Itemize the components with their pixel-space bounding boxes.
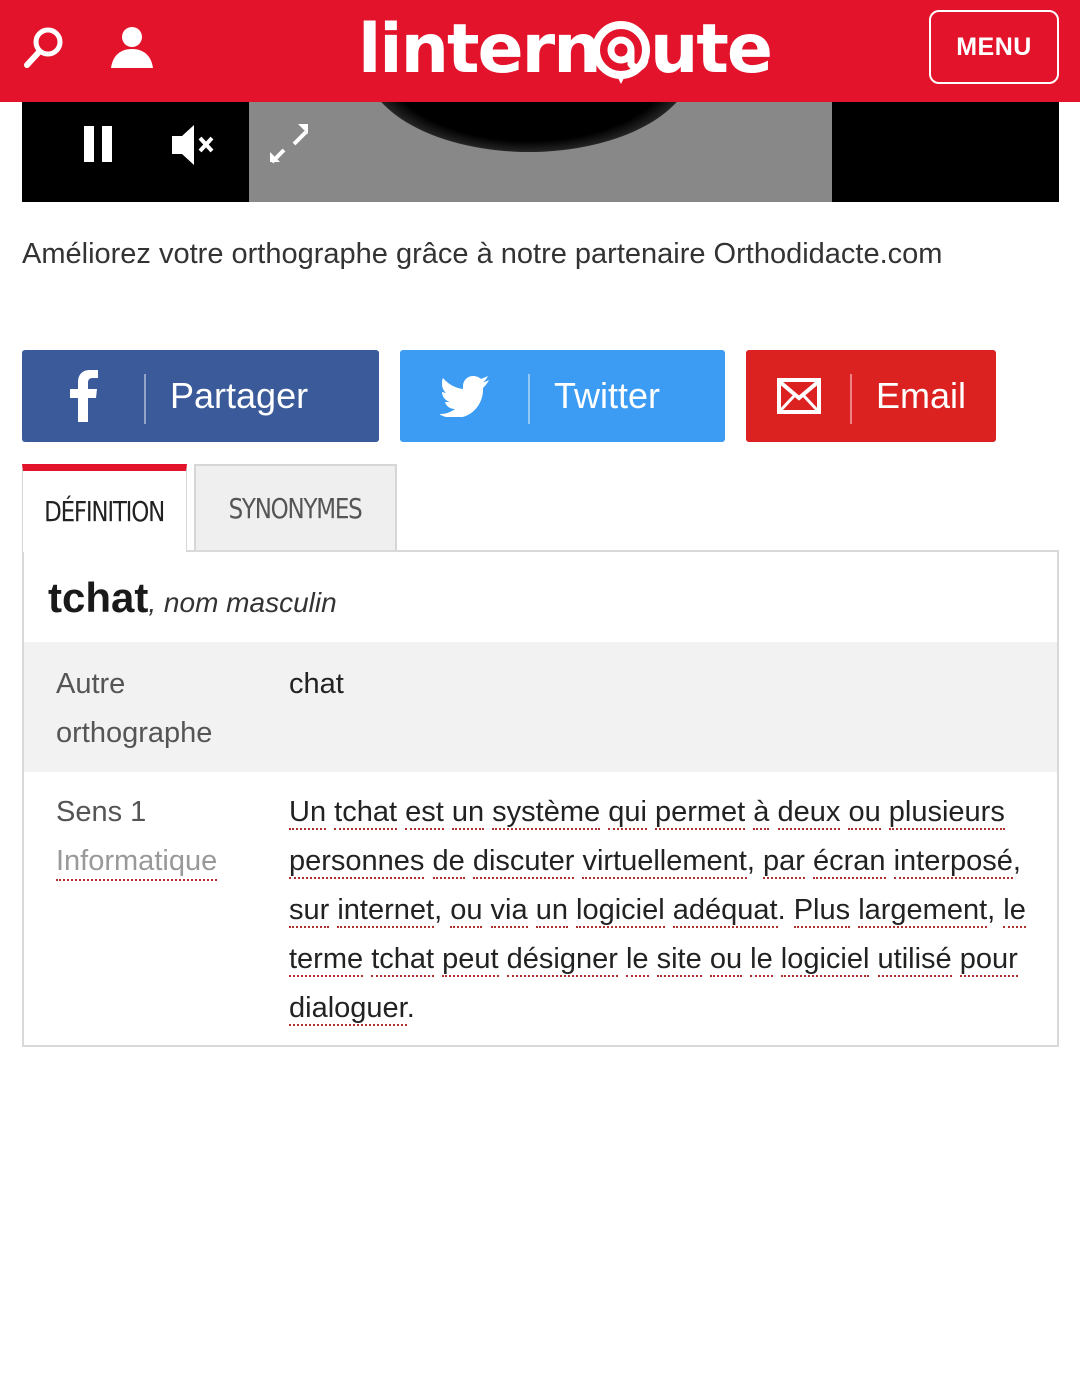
definition-word-link[interactable]: est xyxy=(405,796,444,828)
definition-word-link[interactable]: Un xyxy=(289,796,327,828)
definition-word-link[interactable]: virtuellement xyxy=(582,845,747,877)
tab-definition-label: DÉFINITION xyxy=(44,495,165,528)
part-of-speech: , nom masculin xyxy=(148,587,337,618)
definition-word-link[interactable]: Plus xyxy=(793,894,851,926)
promo-text: Améliorez votre orthographe grâce à notre partenaire Orthodidacte.com xyxy=(22,238,943,270)
tab-synonymes[interactable] xyxy=(194,464,397,552)
twitter-icon xyxy=(400,350,530,442)
facebook-icon xyxy=(22,350,146,442)
definition-word-link[interactable]: dialoguer xyxy=(289,992,407,1024)
sense-definition: Un tchat est un système qui permet à deux ou plusieurs personnes de discuter virtuellement, par écran interposé, sur internet, ou via un logiciel adéquat. Plus largement, le terme tchat peut désigner le site ou le logiciel utilisé pour dialoguer. xyxy=(289,796,1026,1024)
definition-word-link[interactable]: internet xyxy=(337,894,435,926)
definition-word-link[interactable]: écran xyxy=(812,845,886,877)
video-frame xyxy=(249,102,832,202)
video-content xyxy=(364,102,694,152)
twitter-share-label: Twitter xyxy=(554,375,661,416)
tab-definition[interactable] xyxy=(22,464,187,552)
alt-spelling-value: chat xyxy=(289,668,344,700)
definition-word-link[interactable]: logiciel xyxy=(780,943,870,975)
definition-word-link[interactable]: via xyxy=(490,894,528,926)
definition-word-link[interactable]: à xyxy=(753,796,770,828)
definition-word-link[interactable]: adéquat xyxy=(672,894,778,926)
alt-spelling-row xyxy=(24,642,1057,772)
sense-number: Sens 1 xyxy=(56,796,147,828)
definition-word-link[interactable]: système xyxy=(492,796,601,828)
definition-word-link[interactable]: deux xyxy=(777,796,841,828)
svg-text:ute: ute xyxy=(650,10,772,89)
twitter-share-button[interactable] xyxy=(400,350,725,442)
user-icon[interactable] xyxy=(108,24,156,70)
definition-word-link[interactable]: ou xyxy=(709,943,743,975)
tab-synonymes-label: SYNONYMES xyxy=(229,491,362,525)
definition-word-link[interactable]: de xyxy=(432,845,465,877)
envelope-icon xyxy=(746,350,852,442)
alt-spelling-label-line1: Autre xyxy=(56,668,126,700)
definition-word-link[interactable]: pour xyxy=(959,943,1018,975)
definition-word-link[interactable]: logiciel xyxy=(576,894,665,926)
definition-word-link[interactable]: permet xyxy=(654,796,746,828)
site-logo[interactable] xyxy=(356,6,776,92)
facebook-share-button[interactable] xyxy=(22,350,379,442)
definition-word-link[interactable]: le xyxy=(750,943,773,975)
definition-word-link[interactable]: largement xyxy=(858,894,988,926)
headword-line xyxy=(48,574,337,630)
definition-word-link[interactable]: le xyxy=(1003,894,1026,926)
video-player[interactable] xyxy=(22,102,1059,202)
definition-word-link[interactable]: un xyxy=(535,894,568,926)
definition-word-link[interactable]: utilisé xyxy=(877,943,952,975)
definition-word-link[interactable]: interposé xyxy=(893,845,1013,877)
definition-word-link[interactable]: tchat xyxy=(334,796,398,828)
pause-icon[interactable] xyxy=(74,120,126,172)
alt-spelling-label xyxy=(56,660,212,758)
definition-word-link[interactable]: désigner xyxy=(506,943,618,975)
definition-word-link[interactable]: plusieurs xyxy=(888,796,1005,828)
definition-word-link[interactable]: par xyxy=(762,845,805,877)
definition-word-link[interactable]: peut xyxy=(442,943,499,975)
definition-word-link[interactable]: site xyxy=(656,943,702,975)
facebook-share-label: Partager xyxy=(170,375,309,416)
definition-word-link[interactable]: tchat xyxy=(371,943,435,975)
definition-panel xyxy=(22,550,1059,1047)
menu-button[interactable] xyxy=(929,10,1059,84)
alt-spelling-label-line2: orthographe xyxy=(56,717,213,749)
definition-word-link[interactable]: un xyxy=(451,796,485,828)
definition-word-link[interactable]: discuter xyxy=(472,845,575,877)
headword: tchat xyxy=(48,574,149,621)
fullscreen-icon[interactable] xyxy=(268,120,320,172)
definition-word-link[interactable]: sur xyxy=(289,894,330,926)
definition-word-link[interactable]: personnes xyxy=(289,845,425,877)
search-icon[interactable] xyxy=(22,24,66,70)
sense-category-link[interactable]: Informatique xyxy=(56,843,217,881)
email-share-button[interactable] xyxy=(746,350,996,442)
definition-word-link[interactable]: ou xyxy=(848,796,881,828)
definition-word-link[interactable]: qui xyxy=(608,796,647,828)
mute-icon[interactable] xyxy=(168,120,220,172)
menu-label: MENU xyxy=(956,32,1032,61)
definition-word-link[interactable]: ou xyxy=(450,894,483,926)
top-header xyxy=(0,0,1080,102)
email-share-label: Email xyxy=(876,375,967,416)
definition-word-link[interactable]: le xyxy=(625,943,649,975)
sense-label-block xyxy=(56,788,256,886)
definition-word-link[interactable]: terme xyxy=(289,943,364,975)
svg-text:lintern: lintern xyxy=(358,10,600,89)
